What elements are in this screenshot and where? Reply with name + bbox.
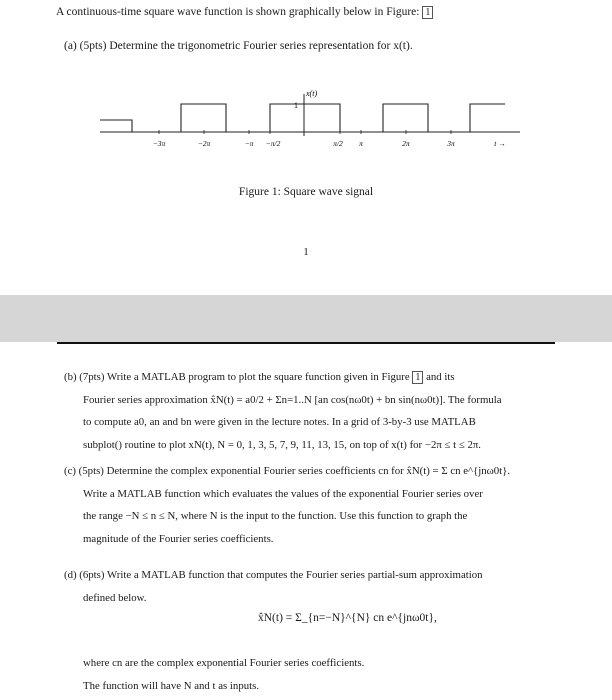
partial-sum-equation: x̂N(t) = Σ_{n=−N}^{N} cn e^{jnω0t}, xyxy=(258,612,437,624)
intro-text: A continuous-time square wave function is shown graphically below in Figure: 1 xyxy=(56,6,433,19)
t-label: t → xyxy=(494,139,506,148)
part-b: (b) (7pts) Write a MATLAB program to plot the square function given in Figure 1 and its Fourier series approximation x̂N(t) = a0/2 + Σn=1..N [an cos(nω0t) + bn sin(nω0t)]. The formula to compute a0, an and bn were given in the lecture notes. In a grid of 3-by-3 use MATLAB subplot() routine to plot xN(t), N = 0, 1, 3, 5, 7, 9, 11, 13, 15, on top of x(t) for −2π ≤ t ≤ 2π. xyxy=(64,371,502,451)
tick-label: 2π xyxy=(402,139,410,148)
tick-label: −π/2 xyxy=(265,139,281,148)
y-axis-label: x(t) xyxy=(306,89,318,98)
tick-label: −3π xyxy=(152,139,166,148)
part-c: (c) (5pts) Determine the complex exponential Fourier series coefficients cn for x̂N(t) = Σ cn e^{jnω0t}. Write a MATLAB function which evaluates the values of the exponential Fourier series over the range −N ≤ n ≤ N, where N is the input to the function. Use this function to graph the magnitude of the Fourier series coefficients. xyxy=(64,465,511,545)
tick-label: −π xyxy=(244,139,254,148)
page-gap xyxy=(0,295,612,342)
page-2 xyxy=(0,342,612,700)
header-rule xyxy=(57,342,555,344)
square-wave-figure xyxy=(100,84,530,164)
amplitude-label: 1 xyxy=(294,101,298,110)
part-d: (d) (6pts) Write a MATLAB function that computes the Fourier series partial-sum approximation defined below. xyxy=(64,569,483,604)
square-wave-trace xyxy=(100,104,505,132)
tick-label: −2π xyxy=(197,139,211,148)
tick-label: π/2 xyxy=(333,139,343,148)
figure-ref-link[interactable]: 1 xyxy=(412,371,423,384)
figure-caption: Figure 1: Square wave signal xyxy=(238,186,374,198)
page-1 xyxy=(0,0,612,295)
part-d-after: where cn are the complex exponential Fourier series coefficients. The function will have N and t as inputs. xyxy=(83,657,365,692)
tick-label: π xyxy=(359,139,363,148)
tick-label: 3π xyxy=(447,139,455,148)
part-a: (a) (5pts) Determine the trigonometric Fourier series representation for x(t). xyxy=(64,40,413,52)
figure-ref-link[interactable]: 1 xyxy=(422,6,433,19)
page-number: 1 xyxy=(303,246,309,258)
